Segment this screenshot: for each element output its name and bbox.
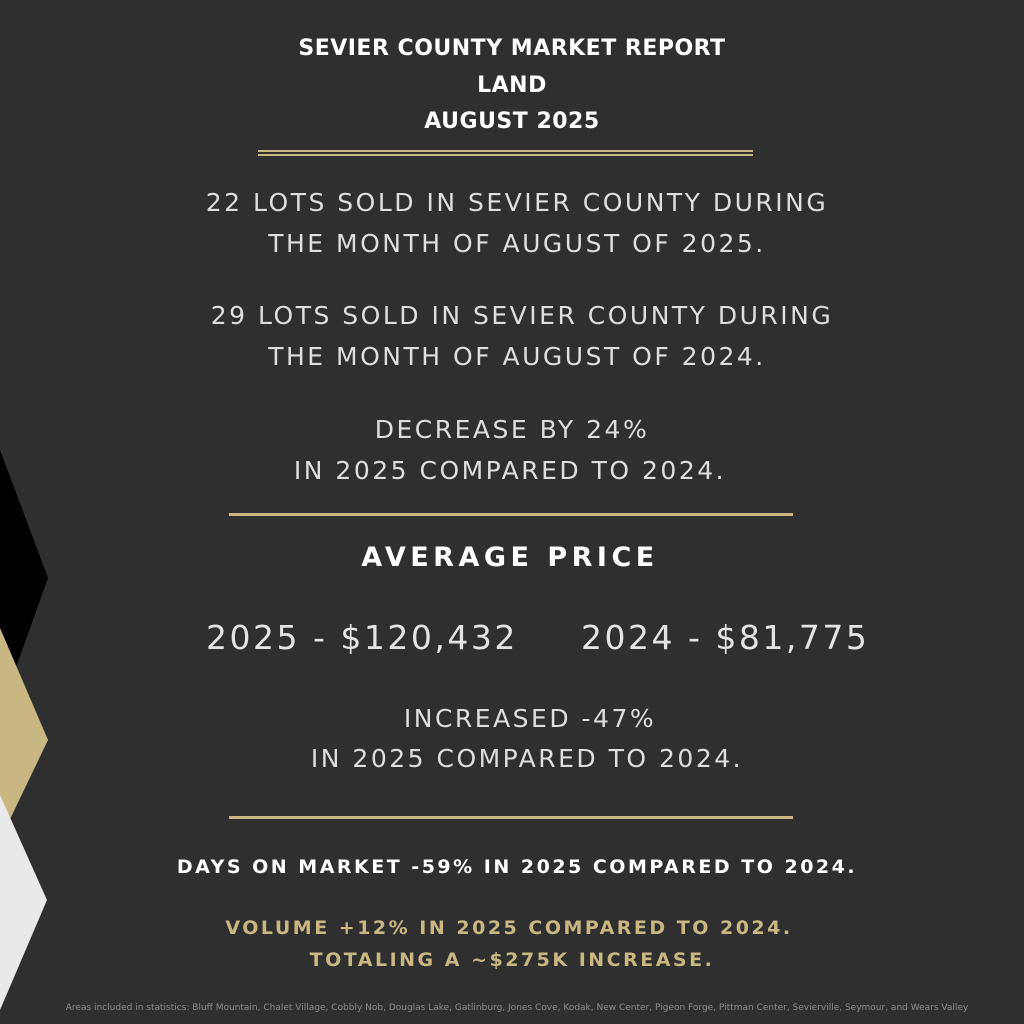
header-divider [258, 150, 753, 156]
sales-change-line2: IN 2025 COMPARED TO 2024. [293, 456, 727, 485]
current-sales-line2: THE MONTH OF AUGUST OF 2025. [268, 229, 766, 258]
gray-chevron-shape [0, 795, 47, 1010]
sales-change-line1: DECREASE BY 24% [374, 415, 650, 444]
previous-sales-line1: 29 LOTS SOLD IN SEVIER COUNTY DURING [210, 301, 834, 330]
areas-footnote: Areas included in statistics: Bluff Mountain, Chalet Village, Cobbly Nob, Douglas Lake, Gatlinburg, Jones Cove, Kodak, New Center, Pigeon Forge, Pittman Center, Sevierville, Seymour, and Wears Valley [65, 1003, 969, 1013]
price-change-line1: INCREASED -47% [403, 704, 657, 733]
volume-line2: TOTALING A ~$275K INCREASE. [309, 949, 715, 971]
days-on-market: DAYS ON MARKET -59% IN 2025 COMPARED TO 2024. [176, 856, 858, 878]
previous-sales-line2: THE MONTH OF AUGUST OF 2024. [268, 342, 766, 371]
report-category: LAND [477, 73, 547, 98]
price-2025: 2025 - $120,432 [206, 618, 518, 657]
report-title: SEVIER COUNTY MARKET REPORT [298, 36, 726, 61]
report-period: AUGUST 2025 [424, 109, 600, 134]
price-change-line2: IN 2025 COMPARED TO 2024. [310, 744, 744, 773]
volume-line1: VOLUME +12% IN 2025 COMPARED TO 2024. [225, 917, 793, 939]
gold-chevron-shape [0, 628, 48, 840]
price-divider [229, 816, 793, 819]
average-price-heading: AVERAGE PRICE [361, 542, 659, 573]
price-2024: 2024 - $81,775 [581, 618, 870, 657]
current-sales-line1: 22 LOTS SOLD IN SEVIER COUNTY DURING [205, 188, 829, 217]
sales-divider [229, 513, 793, 516]
